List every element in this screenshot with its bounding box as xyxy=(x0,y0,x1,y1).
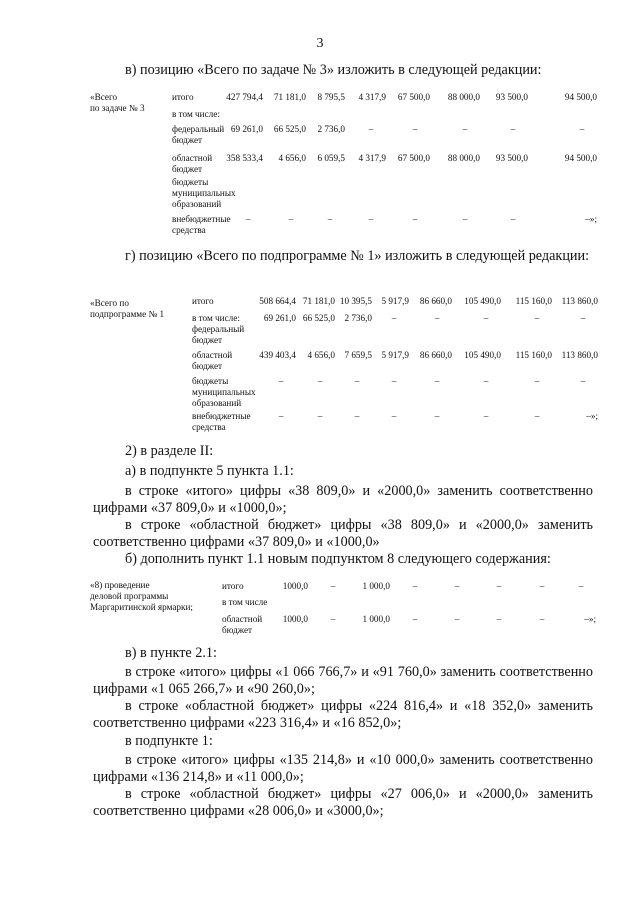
table-cell: 113 860,0 xyxy=(561,350,598,360)
table-cell: 93 500,0 xyxy=(495,153,528,163)
table-cell: 88 000,0 xyxy=(447,153,480,163)
table-cell: 1000,0 xyxy=(282,581,308,591)
table-cell: – xyxy=(327,214,333,224)
table-cell: 4 317,9 xyxy=(358,153,386,163)
table-cell: 93 500,0 xyxy=(495,92,528,102)
page-number: 3 xyxy=(316,36,324,51)
table-cell: – xyxy=(579,124,585,134)
table-cell: – xyxy=(288,214,294,224)
table-cell: – xyxy=(434,313,440,323)
table-cell: – xyxy=(317,411,323,421)
table-cell: –»; xyxy=(585,214,597,224)
paragraph-a1: в строке «итого» цифры «38 809,0» и «2000,0» заменить соответственно цифрами «37 809,0» и «1000,0»; xyxy=(93,483,593,516)
table-cell: 4 656,0 xyxy=(278,153,306,163)
table-cell: – xyxy=(434,376,440,386)
table-cell: – xyxy=(496,614,502,624)
table-cell: 1 000,0 xyxy=(362,581,390,591)
table-cell: – xyxy=(434,411,440,421)
table-cell: – xyxy=(412,581,418,591)
table3-title: «8) проведение деловой программы Маргаритинской ярмарки; xyxy=(90,580,193,612)
paragraph-v: в) в пункте 2.1: xyxy=(125,645,217,661)
table-cell: 94 500,0 xyxy=(564,92,597,102)
table-cell: 10 395,5 xyxy=(339,296,372,306)
table-cell: 439 403,4 xyxy=(259,350,296,360)
table-cell: 66 525,0 xyxy=(273,124,306,134)
table-row-label: федеральный бюджет xyxy=(172,124,225,145)
table-row-label: в том числе: xyxy=(172,109,220,119)
table-row-label: областной бюджет xyxy=(192,350,233,371)
table1-title: «Всего по задаче № 3 xyxy=(90,92,145,113)
table-cell: 66 525,0 xyxy=(302,313,335,323)
table-cell: – xyxy=(412,124,418,134)
table-row-label: итого xyxy=(222,581,244,591)
paragraph-a2: в строке «областной бюджет» цифры «38 809,0» и «2000,0» заменить соответственно цифрами «37 809,0» и «1000,0» xyxy=(93,517,593,550)
table-cell: 115 160,0 xyxy=(515,296,552,306)
paragraph-v-table-intro: в) позицию «Всего по задаче № 3» изложить в следующей редакции: xyxy=(125,62,542,78)
table-cell: – xyxy=(354,376,360,386)
table-cell: 113 860,0 xyxy=(561,296,598,306)
paragraph-2: 2) в разделе II: xyxy=(125,443,214,459)
table-cell: – xyxy=(412,214,418,224)
table-cell: 4 656,0 xyxy=(307,350,335,360)
table-cell: – xyxy=(317,376,323,386)
table-cell: 6 059,5 xyxy=(317,153,345,163)
table-cell: – xyxy=(278,376,284,386)
table-cell: 67 500,0 xyxy=(397,153,430,163)
table-cell: 1000,0 xyxy=(282,614,308,624)
table-cell: –»; xyxy=(584,614,596,624)
table-row-label: бюджеты муниципальных образований xyxy=(192,376,256,408)
table-cell: – xyxy=(539,581,545,591)
paragraph-v4: в строке «итого» цифры «135 214,8» и «10 000,0» заменить соответственно цифрами «136 214,8» и «11 000,0»; xyxy=(93,752,593,785)
table-cell: – xyxy=(454,581,460,591)
table-cell: – xyxy=(330,581,336,591)
table-cell: – xyxy=(368,124,374,134)
paragraph-v1: в строке «итого» цифры «1 066 766,7» и «91 760,0» заменить соответственно цифрами «1 065 266,7» и «90 260,0»; xyxy=(93,664,593,697)
table-cell: 2 736,0 xyxy=(317,124,345,134)
table-cell: – xyxy=(578,581,584,591)
table-cell: – xyxy=(412,614,418,624)
paragraph-g-table-intro: г) позицию «Всего по подпрограмме № 1» изложить в следующей редакции: xyxy=(125,248,590,264)
table-cell: 67 500,0 xyxy=(397,92,430,102)
table-cell: 94 500,0 xyxy=(564,153,597,163)
table-row-label: внебюджетные средства xyxy=(192,411,251,432)
table-cell: 1 000,0 xyxy=(362,614,390,624)
paragraph-v5: в строке «областной бюджет» цифры «27 006,0» и «2000,0» заменить соответственно цифрами «28 006,0» и «3000,0»; xyxy=(93,786,593,819)
table-row-label: областной бюджет xyxy=(172,153,213,174)
table-cell: 105 490,0 xyxy=(464,296,501,306)
table-row-label: областной бюджет xyxy=(222,614,263,635)
table-cell: – xyxy=(278,411,284,421)
table-cell: – xyxy=(510,214,516,224)
table-cell: – xyxy=(580,313,586,323)
table-cell: 358 533,4 xyxy=(226,153,263,163)
table-cell: – xyxy=(534,313,540,323)
table-cell: 508 664,4 xyxy=(259,296,296,306)
table2-title: «Всего по подпрограмме № 1 xyxy=(90,298,165,319)
table-cell: 105 490,0 xyxy=(464,350,501,360)
paragraph-a: а) в подпункте 5 пункта 1.1: xyxy=(125,463,294,479)
table-cell: – xyxy=(510,124,516,134)
table-cell: 5 917,9 xyxy=(381,296,409,306)
table-cell: 4 317,9 xyxy=(358,92,386,102)
table-row-label: в том числе xyxy=(222,597,268,607)
table-cell: – xyxy=(580,376,586,386)
table-cell: 69 261,0 xyxy=(230,124,263,134)
table-cell: 2 736,0 xyxy=(344,313,372,323)
table-cell: 7 659,5 xyxy=(344,350,372,360)
table-cell: 71 181,0 xyxy=(273,92,306,102)
table-cell: 8 795,5 xyxy=(317,92,345,102)
table-cell: – xyxy=(462,124,468,134)
table-cell: – xyxy=(539,614,545,624)
table-row-label: итого xyxy=(192,296,214,306)
table-cell: 88 000,0 xyxy=(447,92,480,102)
table-cell: 115 160,0 xyxy=(515,350,552,360)
table-cell: 71 181,0 xyxy=(302,296,335,306)
table-cell: – xyxy=(391,376,397,386)
table-cell: – xyxy=(483,313,489,323)
table-cell: – xyxy=(483,376,489,386)
paragraph-v3: в подпункте 1: xyxy=(125,733,213,749)
table-cell: – xyxy=(391,411,397,421)
table-cell: – xyxy=(391,313,397,323)
table-cell: – xyxy=(368,214,374,224)
table-row-label: бюджеты муниципальных образований xyxy=(172,177,236,209)
table-cell: – xyxy=(330,614,336,624)
table-cell: – xyxy=(245,214,251,224)
table-cell: 427 794,4 xyxy=(226,92,263,102)
paragraph-v2: в строке «областной бюджет» цифры «224 816,4» и «18 352,0» заменить соответственно цифрами «223 316,4» и «16 852,0»; xyxy=(93,698,593,731)
table-cell: – xyxy=(534,376,540,386)
table-cell: –»; xyxy=(586,411,598,421)
table-cell: – xyxy=(354,411,360,421)
table-row-label: внебюджетные средства xyxy=(172,214,231,235)
table-row-label: итого xyxy=(172,92,194,102)
table-cell: – xyxy=(534,411,540,421)
table-cell: – xyxy=(496,581,502,591)
table-row-label: в том числе: федеральный бюджет xyxy=(192,313,245,345)
table-cell: 86 660,0 xyxy=(419,296,452,306)
table-cell: 86 660,0 xyxy=(419,350,452,360)
table-cell: – xyxy=(483,411,489,421)
table-cell: 5 917,9 xyxy=(381,350,409,360)
table-cell: – xyxy=(462,214,468,224)
table-cell: 69 261,0 xyxy=(263,313,296,323)
paragraph-b: б) дополнить пункт 1.1 новым подпунктом 8 следующего содержания: xyxy=(125,551,551,567)
table-cell: – xyxy=(454,614,460,624)
